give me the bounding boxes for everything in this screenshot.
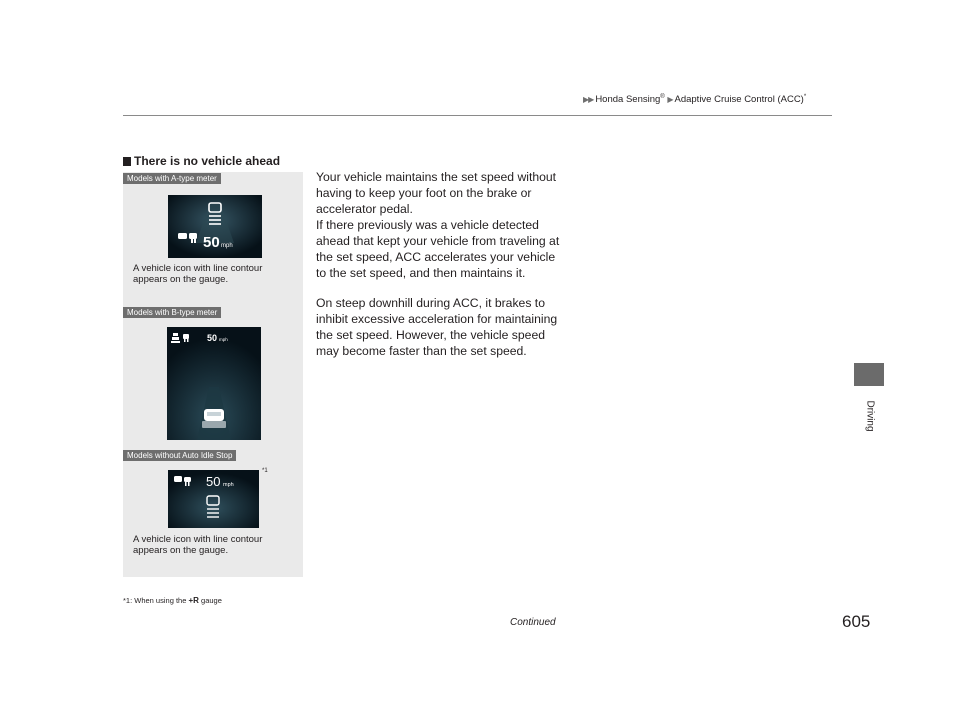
model-c-meter-graphic bbox=[168, 470, 259, 528]
header-rule bbox=[123, 115, 832, 116]
vehicle-icon bbox=[202, 409, 226, 428]
section-heading bbox=[123, 154, 280, 168]
model-a-caption-line2: appears on the gauge. bbox=[133, 274, 229, 285]
section-heading-text: There is no vehicle ahead bbox=[134, 154, 281, 168]
model-b-speed: 50 bbox=[207, 333, 218, 343]
body-text bbox=[316, 169, 564, 359]
breadcrumb-arrow-icon: ▶▶ bbox=[583, 95, 594, 105]
heading-square-icon bbox=[123, 157, 131, 166]
model-c-speed: 50 bbox=[206, 474, 221, 489]
model-b-unit: mph bbox=[219, 337, 228, 342]
breadcrumb-acc[interactable]: Adaptive Cruise Control (ACC) bbox=[674, 94, 804, 106]
registered-mark: ® bbox=[660, 94, 665, 100]
footnote-key: +R bbox=[188, 596, 199, 605]
footnote bbox=[123, 596, 222, 605]
model-c-meter-image bbox=[168, 470, 259, 528]
body-paragraph-3: On steep downhill during ACC, it brakes to inhibit excessive acceleration for maintaining the set speed. However, the vehicle speed may become faster than the set speed. bbox=[316, 296, 558, 358]
body-paragraph-1: Your vehicle maintains the set speed without having to keep your foot on the brake or accelerator pedal. bbox=[316, 170, 557, 216]
model-a-speed: 50 bbox=[203, 234, 220, 251]
chapter-label bbox=[850, 396, 890, 436]
footnote-text-before: : When using the bbox=[130, 596, 187, 605]
model-a-meter-graphic bbox=[168, 195, 262, 258]
model-a-caption-line1: A vehicle icon with line contour bbox=[133, 263, 263, 274]
continued-label: Continued bbox=[510, 617, 556, 628]
model-c-caption-line2: appears on the gauge. bbox=[133, 545, 229, 556]
model-a-caption bbox=[133, 263, 262, 285]
model-b-tag: Models with B-type meter bbox=[123, 307, 221, 318]
body-paragraph-2: If there previously was a vehicle detected ahead that kept your vehicle from traveling at the set speed, ACC accelerates your vehicle to the set speed, and then maintains it. bbox=[316, 218, 560, 280]
model-b-meter-graphic bbox=[167, 327, 261, 440]
model-a-meter-image bbox=[168, 195, 262, 258]
breadcrumb-arrow-icon: ▶ bbox=[667, 95, 673, 105]
model-c-caption bbox=[133, 534, 262, 556]
breadcrumb-honda-sensing[interactable]: Honda Sensing bbox=[595, 94, 661, 106]
chapter-tab bbox=[854, 363, 884, 386]
model-c-caption-line1: A vehicle icon with line contour bbox=[133, 534, 263, 545]
model-a-tag: Models with A-type meter bbox=[123, 173, 221, 184]
model-c-unit: mph bbox=[223, 482, 234, 488]
model-b-meter-image bbox=[167, 327, 261, 440]
footnote-mark: *1 bbox=[123, 596, 131, 605]
page-number: 605 bbox=[842, 612, 871, 631]
breadcrumb bbox=[583, 94, 806, 105]
model-a-unit: mph bbox=[221, 243, 233, 249]
model-c-note-mark: *1 bbox=[262, 468, 268, 474]
model-c-tag: Models without Auto Idle Stop bbox=[123, 450, 236, 461]
chapter-label-text: Driving bbox=[864, 400, 876, 432]
footnote-text-after: gauge bbox=[201, 596, 222, 605]
asterisk-mark: * bbox=[803, 94, 807, 100]
